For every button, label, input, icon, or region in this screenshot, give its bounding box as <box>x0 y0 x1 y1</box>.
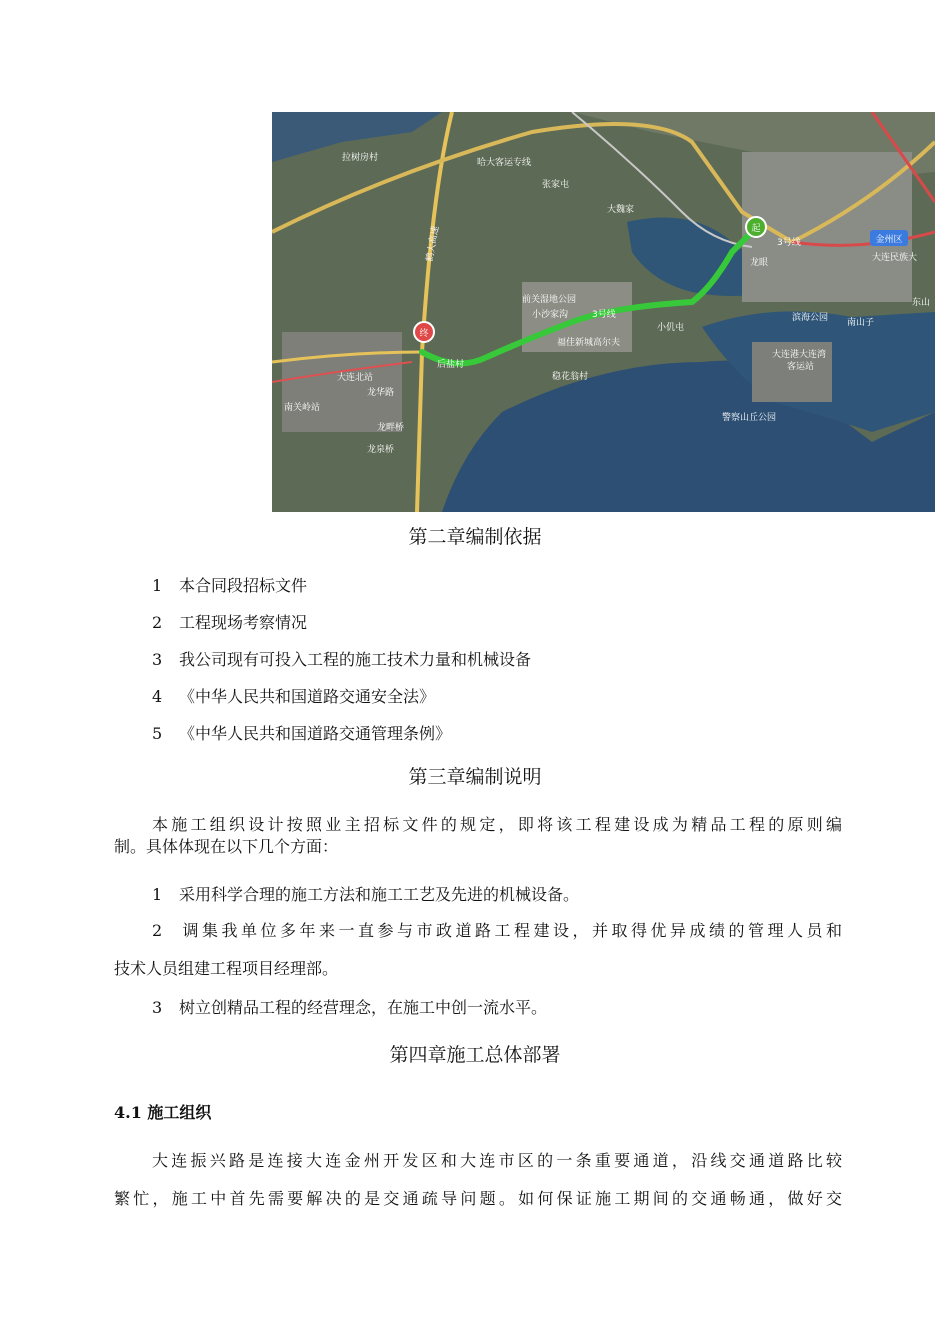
list-number: 5 <box>152 724 163 743</box>
route-map-image <box>272 112 935 512</box>
svg-text:大连民族大: 大连民族大 <box>872 253 918 263</box>
list-number: 2 <box>152 921 163 940</box>
list-text: 《中华人民共和国道路交通安全法》 <box>179 687 436 706</box>
svg-text:小仉屯: 小仉屯 <box>657 323 685 333</box>
svg-text:龙泉桥: 龙泉桥 <box>367 445 395 455</box>
chapter3-title: 第三章编制说明 <box>408 766 542 788</box>
list-number: 3 <box>152 998 163 1017</box>
chapter2-item-3 <box>152 647 531 670</box>
section-4-1-title: 4.1 施工组织 <box>114 1103 212 1122</box>
svg-text:小沙家沟: 小沙家沟 <box>532 310 569 320</box>
list-number: 1 <box>152 576 163 595</box>
svg-text:大连北站: 大连北站 <box>337 373 374 383</box>
chapter3-item-2-line2: 技术人员组建工程项目经理部。 <box>114 959 339 978</box>
svg-text:哈大客运专线: 哈大客运专线 <box>477 158 532 168</box>
list-number: 3 <box>152 650 163 669</box>
svg-text:大连港大连湾: 大连港大连湾 <box>772 350 827 360</box>
svg-text:起: 起 <box>751 224 761 234</box>
svg-text:龙畔桥: 龙畔桥 <box>377 423 405 433</box>
list-text: 《中华人民共和国道路交通管理条例》 <box>179 724 452 743</box>
svg-text:福佳新城高尔夫: 福佳新城高尔夫 <box>557 338 621 348</box>
chapter3-intro-line1: 本施工组织设计按照业主招标文件的规定，即将该工程建设成为精品工程的原则编 <box>152 815 842 834</box>
chapter2-item-1 <box>152 573 307 596</box>
svg-text:后盐村: 后盐村 <box>437 360 465 370</box>
chapter3-intro-line2: 制。具体体现在以下几个方面： <box>114 837 339 856</box>
chapter2-item-4 <box>152 684 435 707</box>
chapter4-title: 第四章施工总体部署 <box>389 1044 561 1066</box>
svg-text:警察山丘公园: 警察山丘公园 <box>722 413 777 423</box>
chapter3-item-1 <box>152 882 579 905</box>
svg-text:滨海公园: 滨海公园 <box>792 313 829 323</box>
list-text: 本合同段招标文件 <box>179 576 308 595</box>
svg-text:南山子: 南山子 <box>847 318 875 328</box>
chapter3-item-3 <box>152 995 547 1018</box>
list-text: 采用科学合理的施工方法和施工工艺及先进的机械设备。 <box>179 885 580 904</box>
list-number: 4 <box>152 687 163 706</box>
svg-text:鹤大高速: 鹤大高速 <box>425 225 442 263</box>
svg-text:拉树房村: 拉树房村 <box>342 153 379 163</box>
chapter3-item-2-line1 <box>152 920 842 942</box>
list-text: 工程现场考察情况 <box>179 613 308 632</box>
chapter4-para-line1: 大连振兴路是连接大连金州开发区和大连市区的一条重要通道，沿线交通道路比较 <box>152 1151 842 1170</box>
chapter2-item-5 <box>152 721 451 744</box>
svg-text:稳花翁村: 稳花翁村 <box>552 372 589 382</box>
svg-text:金州区: 金州区 <box>875 235 903 245</box>
svg-text:3号线: 3号线 <box>592 310 616 320</box>
chapter2-item-2 <box>152 610 307 633</box>
chapter2-title: 第二章编制依据 <box>408 526 542 548</box>
svg-text:客运站: 客运站 <box>787 362 815 372</box>
svg-text:张家屯: 张家屯 <box>542 180 570 190</box>
list-text: 调集我单位多年来一直参与市政道路工程建设，并取得优异成绩的管理人员和 <box>179 921 842 940</box>
svg-text:东山: 东山 <box>912 298 931 308</box>
svg-text:终: 终 <box>419 329 429 339</box>
list-text: 树立创精品工程的经营理念，在施工中创一流水平。 <box>179 998 548 1017</box>
svg-text:南关岭站: 南关岭站 <box>284 403 321 413</box>
svg-text:前关湿地公园: 前关湿地公园 <box>522 295 577 305</box>
svg-text:龙眼: 龙眼 <box>750 258 769 268</box>
list-text: 我公司现有可投入工程的施工技术力量和机械设备 <box>179 650 532 669</box>
svg-text:大魏家: 大魏家 <box>607 205 635 215</box>
list-number: 1 <box>152 885 163 904</box>
list-number: 2 <box>152 613 163 632</box>
svg-text:龙华路: 龙华路 <box>367 388 395 398</box>
chapter4-para-line2: 繁忙，施工中首先需要解决的是交通疏导问题。如何保证施工期间的交通畅通，做好交 <box>114 1189 842 1208</box>
svg-text:3号线: 3号线 <box>777 238 801 248</box>
